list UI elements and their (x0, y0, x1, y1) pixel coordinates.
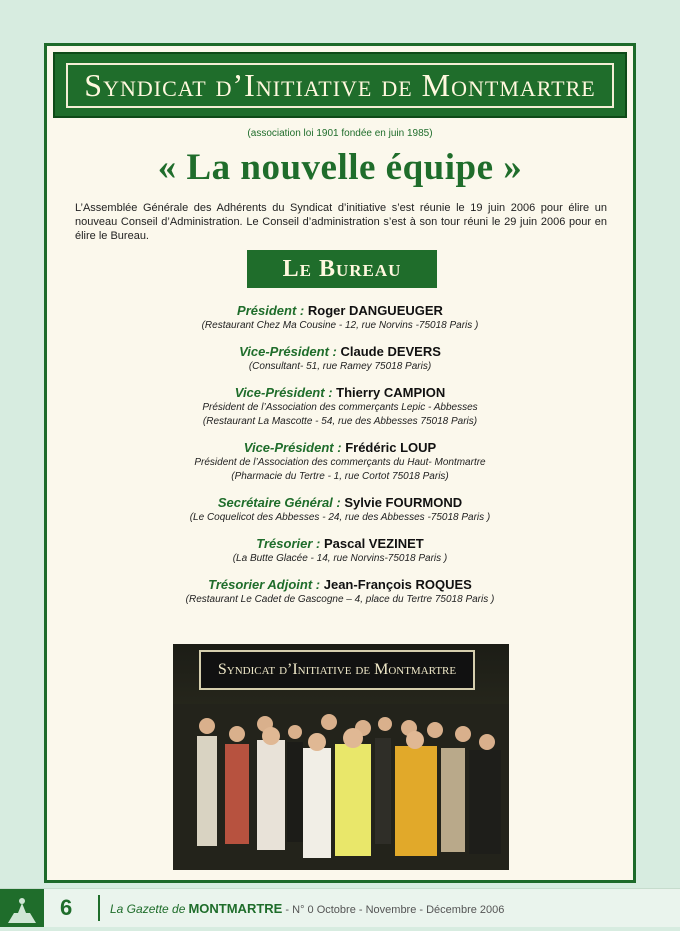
member-detail: (Consultant- 51, rue Ramey 75018 Paris) (248, 361, 432, 372)
footer-masthead (110, 901, 504, 916)
member-heading (47, 384, 633, 401)
montmartre-logo (0, 889, 44, 927)
group-people-illustration (173, 644, 509, 870)
member-name: Jean-François ROQUES (323, 577, 472, 592)
member-detail: Président de l’Association des commerçants du Haut- Montmartre (194, 457, 486, 468)
headline: « La nouvelle équipe » (157, 147, 523, 188)
member-name: Sylvie FOURMOND (344, 495, 463, 510)
gazette-prefix: La Gazette de (110, 902, 186, 916)
member-entry (47, 494, 633, 525)
member-role: Secrétaire Général : (217, 495, 341, 510)
footer-divider (98, 895, 100, 921)
member-heading (47, 439, 633, 456)
member-role: Vice-Président : (234, 385, 333, 400)
team-photo (173, 644, 509, 870)
member-name: Frédéric LOUP (345, 440, 437, 455)
page-footer (0, 888, 680, 927)
photo-sign: Syndicat d’Initiative de Montmartre (199, 650, 475, 690)
member-role: Vice-Président : (243, 440, 342, 455)
bureau-heading: Le Bureau (247, 250, 437, 288)
issue-info: - N° 0 Octobre - Novembre - Décembre 2006 (285, 904, 505, 916)
member-name: Pascal VEZINET (323, 536, 424, 551)
member-detail: Président de l’Association des commerçants Lepic - Abbesses (202, 402, 478, 413)
member-entry (47, 576, 633, 607)
member-entry (47, 343, 633, 374)
member-name: Claude DEVERS (340, 344, 441, 359)
member-detail: (Restaurant La Mascotte - 54, rue des Abbesses 75018 Paris) (202, 416, 478, 427)
member-detail: (Le Coquelicot des Abbesses - 24, rue des Abbesses -75018 Paris ) (189, 512, 491, 523)
member-heading (47, 494, 633, 511)
page-frame (44, 43, 636, 883)
page-title: Syndicat d’Initiative de Montmartre (66, 63, 613, 108)
members-list (47, 302, 633, 617)
member-heading (47, 343, 633, 360)
member-entry (47, 384, 633, 429)
page-number: 6 (60, 895, 73, 920)
member-entry (47, 535, 633, 566)
member-role: Président : (237, 303, 305, 318)
member-detail: (Pharmacie du Tertre - 1, rue Cortot 75018 Paris) (231, 471, 449, 482)
member-entry (47, 302, 633, 333)
member-name: Roger DANGUEUGER (307, 303, 443, 318)
intro-paragraph: L’Assemblée Générale des Adhérents du Syndicat d’initiative s’est réunie le 19 juin 2006 pour élire un nouveau Conseil d’Administration. Le Conseil d’administration s’est à son tour réuni le 29 juin 2006 pour en élire le Bureau. (75, 202, 607, 242)
title-banner (53, 52, 627, 118)
member-heading (47, 302, 633, 319)
member-role: Vice-Président : (239, 344, 337, 359)
member-role: Trésorier : (256, 536, 321, 551)
member-entry (47, 439, 633, 484)
sacre-coeur-icon (0, 889, 44, 927)
member-detail: (Restaurant Chez Ma Cousine - 12, rue Norvins -75018 Paris ) (201, 320, 479, 331)
gazette-name: MONTMARTRE (188, 901, 283, 916)
subtitle: (association loi 1901 fondée en juin 1985) (247, 128, 433, 139)
member-name: Thierry CAMPION (336, 385, 446, 400)
member-heading (47, 535, 633, 552)
member-role: Trésorier Adjoint : (208, 577, 321, 592)
member-heading (47, 576, 633, 593)
member-detail: (La Butte Glacée - 14, rue Norvins-75018 Paris ) (232, 553, 448, 564)
member-detail: (Restaurant Le Cadet de Gascogne – 4, place du Tertre 75018 Paris ) (185, 594, 495, 605)
